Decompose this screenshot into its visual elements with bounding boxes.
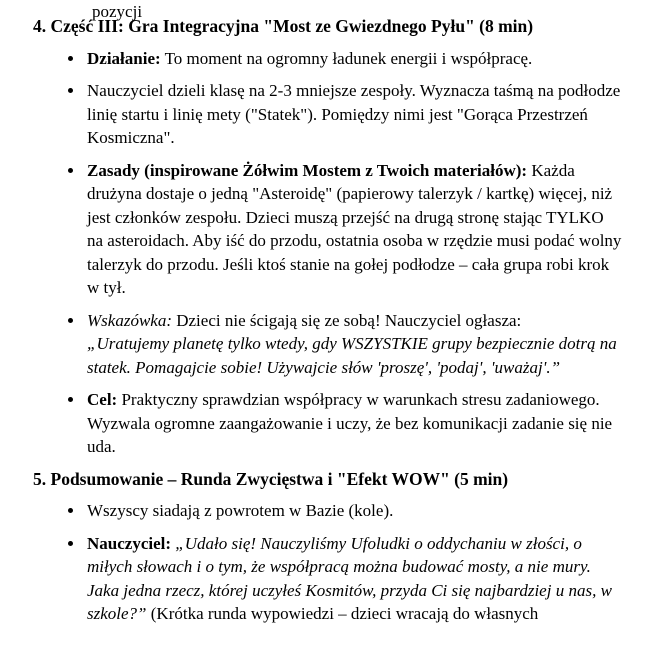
item-label: Zasady (inspirowane Żółwim Mostem z Twoich materiałów): bbox=[87, 160, 528, 180]
item-label: Działanie: bbox=[87, 48, 161, 68]
item-label: Nauczyciel: bbox=[87, 533, 172, 553]
list-item-wskazowka bbox=[0, 309, 622, 380]
list-item-zasady bbox=[0, 159, 622, 300]
list-item-dzialanie bbox=[0, 47, 622, 71]
bullet-list-section-5 bbox=[0, 499, 648, 626]
bullet-icon bbox=[68, 168, 73, 173]
bullet-icon bbox=[68, 541, 73, 546]
list-item-nauczyciel-quote bbox=[0, 532, 622, 626]
cut-off-line-fragment: pozycji bbox=[92, 2, 143, 21]
bullet-icon bbox=[68, 397, 73, 402]
item-text: To moment na ogromny ładunek energii i współpracę. bbox=[160, 48, 533, 68]
item-quote: „Udało się! Nauczyliśmy Ufoludki o oddychaniu w złości, o miłych słowach i o tym, że współpracą można budować mosty, a nie mury. Jaka jedna rzecz, której uczyłeś Kosmitów, przyda Ci się najbardziej u nas, w szkole?” bbox=[87, 533, 612, 623]
bullet-icon bbox=[68, 88, 73, 93]
bullet-list-section-4 bbox=[0, 47, 648, 459]
item-text: Każda drużyna dostaje o jedną "Asteroidę" (papierowy talerzyk / kartkę) więcej, niż jest członków zespołu. Dzieci muszą przejść na drugą stronę stając TYLKO na asteroidach. Aby iść do przodu, ostatnia osoba w rzędzie musi podać wolny talerzyk do przodu. Jeśli ktoś stanie na gołej podłodze – cała grupa robi krok w tył. bbox=[87, 160, 622, 297]
list-item-nauczyciel-dzieli bbox=[0, 79, 622, 150]
section-heading-5: 5. Podsumowanie – Runda Zwycięstwa i "Efekt WOW" (5 min) bbox=[33, 468, 509, 489]
item-label: Cel: bbox=[87, 390, 118, 409]
bullet-icon bbox=[68, 56, 73, 61]
bullet-icon bbox=[68, 318, 73, 323]
list-item-wszyscy bbox=[0, 499, 622, 523]
section-heading-4: 4. Część III: Gra Integracyjna "Most ze Gwiezdnego Pyłu" (8 min) bbox=[33, 16, 534, 36]
item-text: Dzieci nie ścigają się ze sobą! Nauczyciel ogłasza: bbox=[171, 310, 522, 330]
item-text: Wszyscy siadają z powrotem w Bazie (kole). bbox=[87, 501, 394, 520]
item-text: Praktyczny sprawdzian współpracy w warunkach stresu zadaniowego. Wyzwala ogromne zaangażowanie i uczy, że bez komunikacji zadanie się nie uda. bbox=[87, 390, 613, 456]
item-text: Nauczyciel dzieli klasę na 2-3 mniejsze zespoły. Wyznacza taśmą na podłodze linię startu i linię mety ("Statek"). Pomiędzy nimi jest "Gorąca Przestrzeń Kosmiczna". bbox=[87, 81, 621, 147]
item-quote: „Uratujemy planetę tylko wtedy, gdy WSZYSTKIE grupy bezpiecznie dotrą na statek. Pomagajcie sobie! Używajcie słów 'proszę', 'podaj', 'uważaj'.” bbox=[87, 334, 617, 377]
item-text: (Krótka runda wypowiedzi – dzieci wracają do własnych bbox=[150, 604, 539, 623]
item-label: Wskazówka: bbox=[87, 310, 172, 330]
list-item-cel bbox=[0, 388, 622, 459]
bullet-icon bbox=[68, 508, 73, 513]
